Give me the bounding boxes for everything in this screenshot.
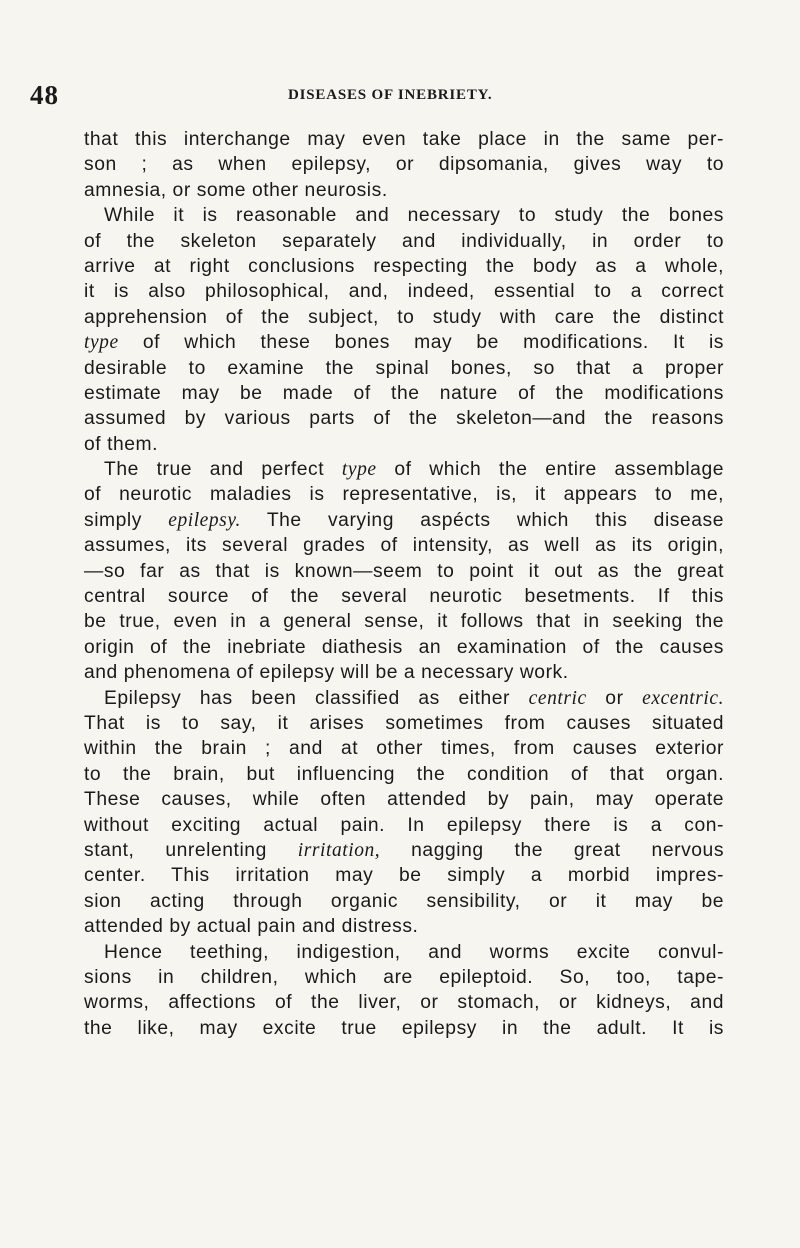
- text-line: [84, 584, 724, 609]
- italic-text: excentric.: [642, 687, 724, 709]
- text-line: [84, 482, 724, 507]
- text-span: sion acting through organic sensibility, or it may be: [84, 890, 724, 912]
- text-span: amnesia, or some other neurosis.: [84, 179, 388, 201]
- text-line: [84, 330, 724, 355]
- text-span: simply: [84, 509, 169, 531]
- text-line: [84, 889, 724, 914]
- text-span: or: [586, 687, 643, 709]
- text-line: [84, 914, 724, 939]
- text-span: Hence teething, indigestion, and worms excite convul-: [104, 941, 724, 963]
- text-span: arrive at right conclusions respecting the body as a whole,: [84, 255, 724, 277]
- text-line: [84, 381, 724, 406]
- text-line: [84, 457, 724, 482]
- italic-text: irritation,: [297, 839, 381, 861]
- text-span: estimate may be made of the nature of the modifications: [84, 382, 724, 404]
- text-span: without exciting actual pain. In epilepsy there is a con-: [84, 814, 724, 836]
- text-span: nagging the great nervous: [380, 839, 725, 861]
- text-span: be true, even in a general sense, it follows that in seeking the: [84, 611, 724, 633]
- text-line: [84, 406, 724, 431]
- text-line: [84, 940, 724, 965]
- text-span: While it is reasonable and necessary to study the bones: [104, 205, 724, 227]
- page-header: [30, 80, 750, 112]
- text-line: [84, 508, 724, 533]
- text-span: These causes, while often attended by pain, may operate: [84, 789, 724, 811]
- text-line: [84, 813, 724, 838]
- text-line: [84, 609, 724, 634]
- text-span: to the brain, but influencing the condition of that organ.: [84, 763, 724, 785]
- text-line: [84, 152, 724, 177]
- italic-text: centric: [528, 687, 587, 709]
- text-line: [84, 305, 724, 330]
- text-line: [84, 762, 724, 787]
- text-span: center. This irritation may be simply a morbid impres-: [84, 865, 724, 887]
- body-text: [84, 127, 724, 1041]
- text-line: [84, 736, 724, 761]
- text-line: [84, 990, 724, 1015]
- italic-text: type: [84, 332, 119, 354]
- italic-text: epilepsy.: [168, 509, 241, 531]
- text-span: attended by actual pain and distress.: [84, 916, 419, 938]
- page-number: 48: [30, 80, 59, 110]
- text-line: [84, 127, 724, 152]
- italic-text: type: [341, 459, 377, 481]
- text-span: stant, unrelenting: [84, 839, 298, 861]
- text-line: [84, 965, 724, 990]
- text-span: within the brain ; and at other times, from causes exterior: [84, 738, 724, 760]
- text-span: That is to say, it arises sometimes from causes situated: [84, 712, 724, 734]
- text-line: [84, 711, 724, 736]
- text-span: sions in children, which are epileptoid. So, too, tape-: [84, 966, 724, 988]
- text-line: [84, 279, 724, 304]
- text-line: [84, 229, 724, 254]
- text-span: The varying aspécts which this disease: [240, 509, 724, 531]
- text-span: Epilepsy has been classified as either: [104, 687, 529, 709]
- text-line: [84, 432, 724, 457]
- text-span: of which the entire assemblage: [376, 459, 724, 481]
- text-span: The true and perfect: [104, 459, 342, 481]
- text-span: assumed by various parts of the skeleton—and the reasons: [84, 408, 724, 430]
- text-line: [84, 863, 724, 888]
- text-line: [84, 686, 724, 711]
- text-span: of them.: [84, 433, 159, 455]
- text-span: and phenomena of epilepsy will be a necessary work.: [84, 662, 569, 684]
- text-span: central source of the several neurotic besetments. If this: [84, 586, 724, 608]
- text-line: [84, 559, 724, 584]
- text-line: [84, 533, 724, 558]
- text-line: [84, 178, 724, 203]
- text-line: [84, 787, 724, 812]
- text-line: [84, 838, 724, 863]
- text-span: son ; as when epilepsy, or dipsomania, gives way to: [84, 154, 724, 176]
- text-line: [84, 356, 724, 381]
- text-line: [84, 254, 724, 279]
- text-span: it is also philosophical, and, indeed, essential to a correct: [84, 281, 724, 303]
- text-span: assumes, its several grades of intensity, as well as its origin,: [84, 535, 724, 557]
- text-span: —so far as that is known—seem to point it out as the great: [84, 560, 724, 582]
- text-span: of the skeleton separately and individually, in order to: [84, 230, 724, 252]
- text-line: [84, 1016, 724, 1041]
- text-line: [84, 660, 724, 685]
- text-span: origin of the inebriate diathesis an examination of the causes: [84, 636, 724, 658]
- text-span: the like, may excite true epilepsy in the adult. It is: [84, 1017, 724, 1039]
- text-line: [84, 203, 724, 228]
- text-span: desirable to examine the spinal bones, so that a proper: [84, 357, 724, 379]
- text-span: apprehension of the subject, to study with care the distinct: [84, 306, 724, 328]
- text-span: of which these bones may be modifications. It is: [118, 332, 724, 354]
- text-span: that this interchange may even take place in the same per-: [84, 129, 724, 150]
- text-line: [84, 635, 724, 660]
- text-span: worms, affections of the liver, or stomach, or kidneys, and: [84, 992, 724, 1014]
- running-head: DISEASES OF INEBRIETY.: [288, 87, 493, 103]
- text-span: of neurotic maladies is representative, is, it appears to me,: [84, 484, 724, 506]
